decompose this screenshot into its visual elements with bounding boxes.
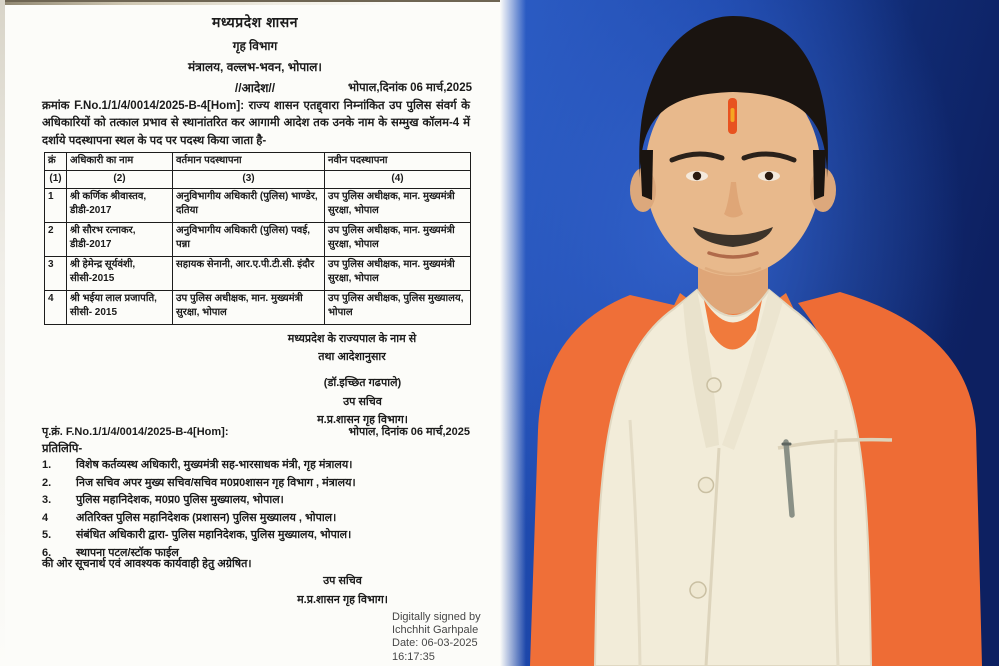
list-item-number: 6. [42, 546, 52, 559]
digital-signature-stamp [392, 611, 481, 664]
current-posting: सहायक सेनानी, आर.ए.पी.टी.सी. इंदौर [173, 256, 325, 290]
signatory-name: (डॉ.इच्छित गढपाले) [323, 377, 402, 389]
scan-top-edge [0, 0, 500, 5]
officer-name: श्री भईया लाल प्रजापति, सीसी- 2015 [67, 290, 173, 324]
copy-distribution-list [42, 459, 474, 565]
row-sno: 1 [45, 188, 67, 222]
by-order-block [232, 330, 472, 366]
govt-title: मध्यप्रदेश शासन [212, 14, 298, 30]
list-item-text: स्थापना पटल/स्टॉक फाईल [76, 546, 179, 559]
current-posting: अनुविभागीय अधिकारी (पुलिस) पवई, पन्ना [173, 222, 325, 256]
table-row [45, 290, 471, 324]
place-dateline: भोपाल,दिनांक 06 मार्च,2025 [348, 82, 472, 94]
list-item-number: 3. [42, 494, 52, 507]
jacket-button [707, 378, 721, 392]
endorsement-line [42, 424, 470, 439]
jacket-button [699, 478, 714, 493]
forwarding-note: की ओर सूचनार्थ एवं आवश्यक कार्यवाही हेतु अग्रेषित। [42, 558, 252, 570]
pupil-right [765, 172, 773, 180]
office-address: मंत्रालय, वल्लभ-भवन, भोपाल। [188, 60, 322, 74]
list-item-text: विशेष कर्तव्यस्थ अधिकारी, मुख्यमंत्री सह-भारसाधक मंत्री, गृह मंत्रालय। [76, 459, 353, 471]
list-item [42, 512, 474, 524]
by-order-line2: तथा आदेशानुसार [318, 351, 386, 364]
jacket-button [690, 582, 706, 598]
officer-name: श्री सौरभ रत्नाकर, डीडी-2017 [67, 222, 173, 256]
colnum-1: (1) [45, 171, 67, 189]
order-number-label: क्रमांक [42, 100, 70, 112]
signatory-block [255, 374, 470, 430]
signatory-department: म.प्र.शासन गृह विभाग। [317, 414, 408, 427]
row-sno: 2 [45, 222, 67, 256]
seam-fade [500, 0, 526, 666]
list-item-text: निज सचिव अपर मुख्य सचिव/सचिव म0प्र0शासन गृह विभाग , मंत्रालय। [76, 476, 356, 489]
order-body-text: राज्य शासन एतद्द्वारा निम्नांकित उप पुलिस संवर्ग के अधिकारियों को तत्काल प्रभाव से स्थानांतरित कर आगामी आदेश तक उनके नाम के सम्मुख कॉलम-4 में दर्शाये पदस्थापना स्थल के पद पर पदस्थ किया जाता है- [42, 100, 471, 147]
endorsement-date: भोपाल, दिनांक 06 मार्च,2025 [348, 426, 470, 438]
new-posting: उप पुलिस अधीक्षक, पुलिस मुख्यालय, भोपाल [325, 290, 471, 324]
footer-designation: उप सचिव [323, 575, 362, 587]
table-row [45, 222, 471, 256]
footer-department: म.प्र.शासन गृह विभाग। [297, 593, 388, 606]
colnum-2: (2) [67, 171, 173, 189]
list-item [42, 459, 474, 471]
table-row [45, 256, 471, 290]
order-paragraph [42, 98, 470, 150]
hair-sideburn-left [640, 150, 653, 200]
stamp-line2: Ichchhit Garhpale [392, 624, 479, 637]
colnum-4: (4) [325, 171, 471, 189]
portrait-photo [500, 0, 999, 666]
stamp-line4: 16:17:35 [392, 650, 435, 663]
col-header-new-posting: नवीन पदस्थापना [325, 153, 471, 171]
current-posting: अनुविभागीय अधिकारी (पुलिस) भाण्डेर, दतिया [173, 188, 325, 222]
col-header-current-posting: वर्तमान पदस्थापना [173, 153, 325, 171]
portrait-illustration [500, 0, 999, 666]
list-item [42, 529, 474, 541]
list-item-number: 4 [42, 511, 49, 524]
officer-name: श्री कर्णिक श्रीवास्तव, डीडी-2017 [67, 188, 173, 222]
signatory-designation: उप सचिव [343, 395, 382, 408]
officer-name: श्री हेमेन्द्र सूर्यवंशी, सीसी-2015 [67, 256, 173, 290]
department-name: गृह विभाग [232, 39, 278, 53]
new-posting: उप पुलिस अधीक्षक, मान. मुख्यमंत्री सुरक्षा, भोपाल [325, 188, 471, 222]
order-word: //आदेश// [234, 81, 276, 95]
table-header-row [45, 153, 471, 171]
list-item-text: संबंधित अधिकारी द्वारा- पुलिस महानिदेशक, पुलिस मुख्यालय, भोपाल। [76, 529, 352, 542]
endorsement-number: पृ.क्रं. F.No.1/1/4/0014/2025-B-4[Hom]: [42, 426, 229, 438]
col-header-name: अधिकारी का नाम [67, 153, 173, 171]
list-item-number: 2. [42, 476, 52, 489]
new-posting: उप पुलिस अधीक्षक, मान. मुख्यमंत्री सुरक्षा, भोपाल [325, 256, 471, 290]
col-header-sno: क्रं [45, 153, 67, 171]
pupil-left [693, 172, 701, 180]
list-item [42, 477, 474, 489]
table-row [45, 188, 471, 222]
transfer-table [44, 152, 471, 325]
list-item-number: 5. [42, 529, 52, 542]
list-item-text: पुलिस महानिदेशक, म0प्र0 पुलिस मुख्यालय, भोपाल। [76, 494, 284, 507]
stamp-line3: Date: 06-03-2025 [392, 637, 478, 650]
new-posting: उप पुलिस अधीक्षक, मान. मुख्यमंत्री सुरक्षा, भोपाल [325, 222, 471, 256]
row-sno: 4 [45, 290, 67, 324]
by-order-line1: मध्यप्रदेश के राज्यपाल के नाम से [287, 333, 417, 345]
stamp-line1: Digitally signed by [392, 611, 481, 623]
scan-left-edge [0, 0, 5, 666]
list-item-text: अतिरिक्त पुलिस महानिदेशक (प्रशासन) पुलिस मुख्यालय , भोपाल। [76, 511, 337, 524]
current-posting: उप पुलिस अधीक्षक, मान. मुख्यमंत्री सुरक्षा, भोपाल [173, 290, 325, 324]
hair-sideburn-right [813, 150, 826, 200]
colnum-3: (3) [173, 171, 325, 189]
copy-to-label: प्रतिलिपि- [42, 443, 83, 455]
tilak-mark-center [731, 108, 735, 122]
table-colnum-row [45, 171, 471, 189]
footer-signatory-block [235, 572, 450, 609]
list-item [42, 494, 474, 506]
list-item-number: 1. [42, 459, 52, 471]
row-sno: 3 [45, 256, 67, 290]
order-number: F.No.1/1/4/0014/2025-B-4[Hom]: [74, 100, 245, 112]
